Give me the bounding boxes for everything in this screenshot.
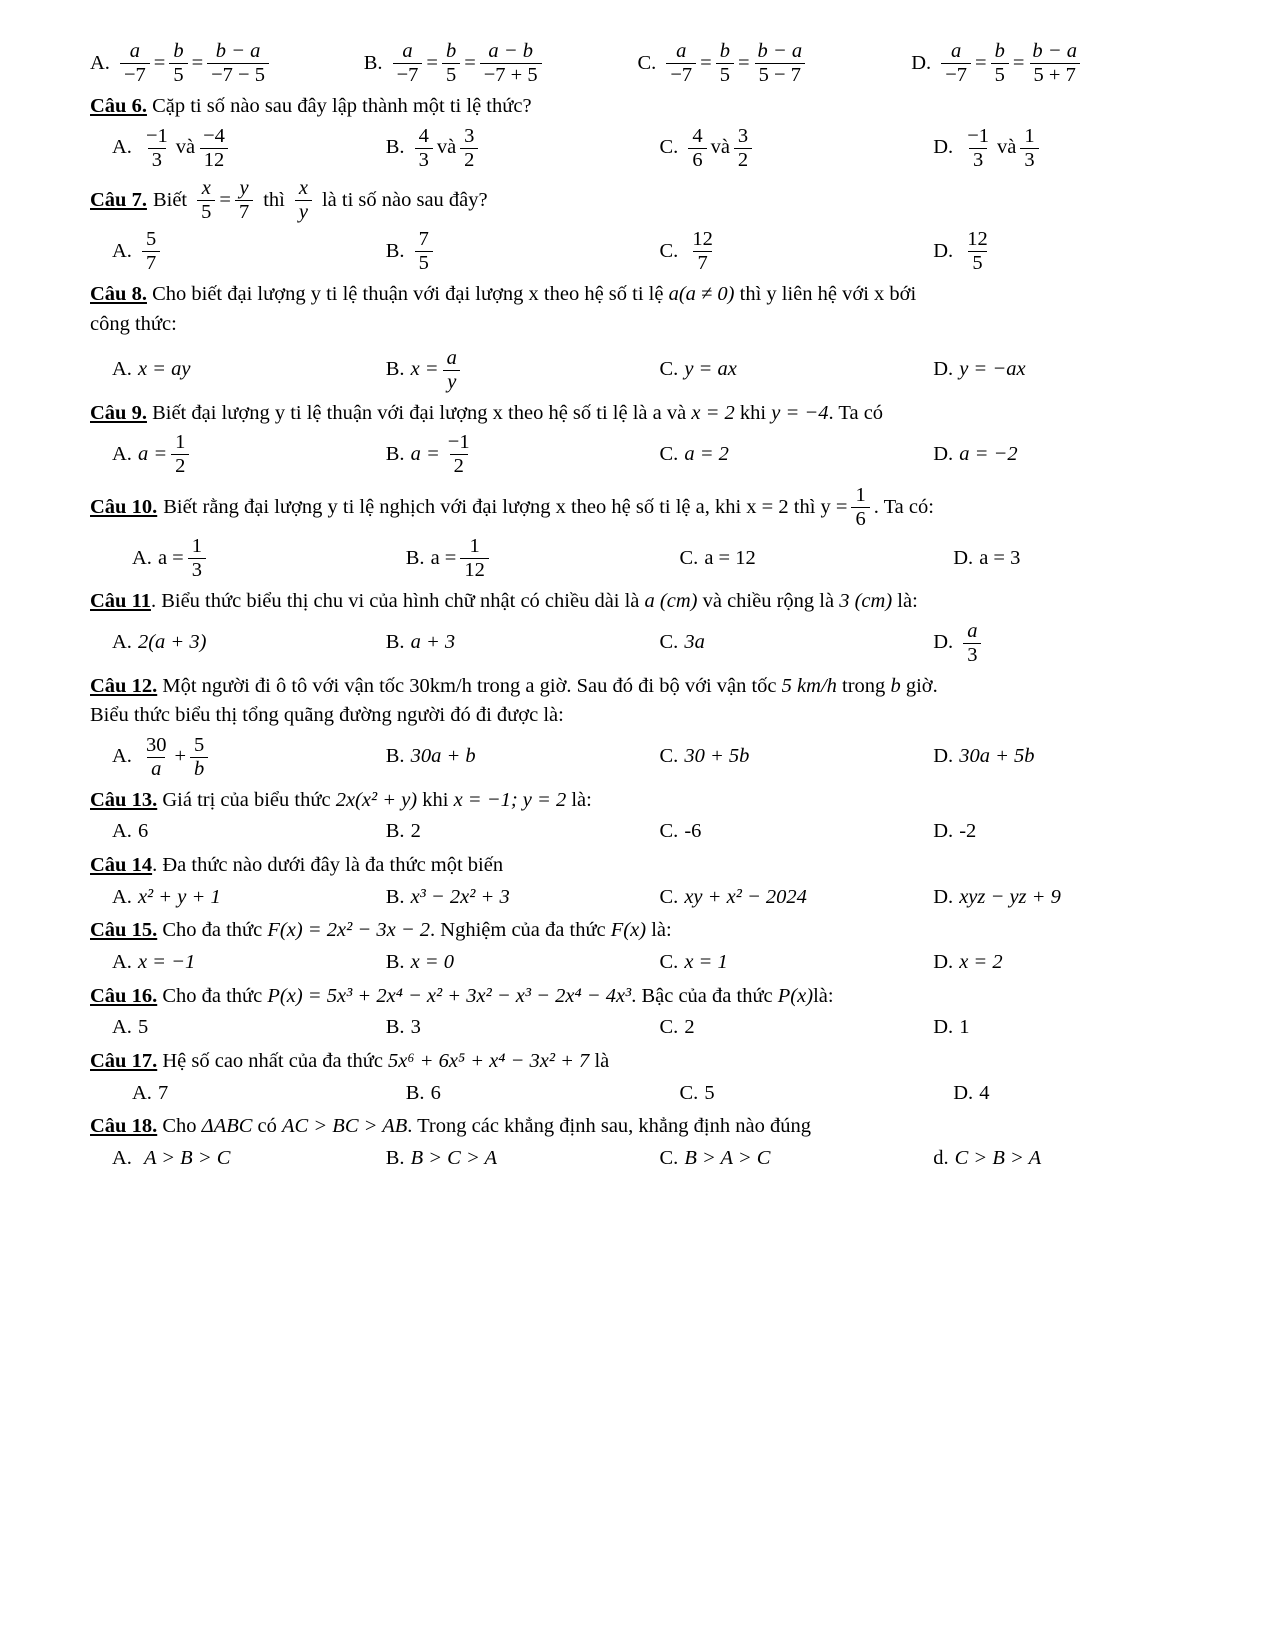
option-label: C. [659, 820, 679, 843]
va-word: và [997, 136, 1017, 159]
question-15-label: Câu 15. [90, 919, 158, 942]
question-11-length: a (cm) [644, 589, 698, 612]
question-8-coefficient: a(a ≠ 0) [668, 283, 735, 306]
question-16-label: Câu 16. [90, 984, 158, 1007]
option-b[interactable] [386, 1145, 660, 1173]
question-12-var-b: b [890, 674, 901, 697]
option-a[interactable] [112, 431, 386, 478]
fraction-value: $\frac{1}{2}$ [171, 431, 189, 478]
question-7-text-2: thì [263, 189, 285, 212]
option-label: D. [933, 358, 954, 381]
question-13-label: Câu 13. [90, 788, 158, 811]
option-label: C. [659, 631, 679, 654]
option-label: A. [112, 1147, 132, 1170]
question-17-polynomial: 5x⁶ + 6x⁵ + x⁴ − 3x² + 7 [388, 1050, 590, 1073]
option-label: B. [385, 951, 405, 974]
question-18-label: Câu 18. [90, 1115, 158, 1138]
option-label: B. [385, 820, 405, 843]
option-expression: a = 12 [704, 546, 756, 569]
fraction-2: $\frac{3}{2}$ [734, 125, 752, 172]
question-9-cond-2: y = −4 [771, 401, 829, 424]
option-expression: C > B > A [954, 1147, 1042, 1170]
question-16-text-1: Cho đa thức [162, 984, 263, 1007]
question-12-text-2: trong [842, 674, 886, 697]
q9-options [90, 431, 1207, 478]
option-expression: x² + y + 1 [137, 885, 221, 908]
question-18-stem [90, 1113, 1185, 1141]
fraction-2: $\frac{-4}{12}$ [199, 125, 229, 172]
option-label: D. [933, 745, 954, 768]
fraction-b2: $\frac{b}{5}$ [442, 40, 460, 87]
option-expression: a = 3 [979, 546, 1021, 569]
option-c[interactable] [660, 884, 934, 912]
question-15-text-2: . Nghiệm của đa thức [430, 919, 606, 942]
question-12-text-1: Một người đi ô tô với vận tốc 30km/h trong a giờ. Sau đó đi bộ với vận tốc [162, 674, 777, 697]
option-value: 6 [137, 820, 149, 843]
option-label: d. [933, 1147, 949, 1170]
question-13-text-1: Giá trị của biểu thức [162, 788, 331, 811]
fraction-d2: $\frac{b}{5}$ [991, 40, 1009, 87]
option-c[interactable] [660, 734, 934, 781]
fraction-y7: $\frac{y}{7}$ [235, 177, 253, 224]
va-word: và [710, 136, 730, 159]
question-8-text-3: công thức: [90, 312, 177, 335]
option-expression: 30a + 5b [959, 745, 1035, 768]
q16-options [90, 1014, 1207, 1042]
question-12-speed-2: 5 km/h [781, 674, 837, 697]
fraction-value: $\frac{1}{3}$ [188, 535, 206, 582]
option-d[interactable] [933, 347, 1207, 394]
option-label: C. [659, 951, 679, 974]
question-9-text-1: Biết đại lượng y ti lệ thuận với đại lượng x theo hệ số ti lệ là a và [152, 401, 687, 424]
option-b[interactable] [406, 1080, 680, 1108]
fraction-a1: $\frac{a}{-7}$ [120, 40, 150, 87]
option-label: C. [679, 546, 699, 569]
option-expression: x = ay [137, 358, 191, 381]
option-label: C. [659, 240, 679, 262]
option-label: B. [385, 358, 405, 381]
option-value: 2 [410, 820, 421, 843]
option-label: B. [385, 1016, 405, 1039]
option-c[interactable] [660, 818, 934, 846]
question-16-text-3: là: [813, 984, 834, 1007]
option-d[interactable] [933, 620, 1207, 667]
question-8-stem [90, 281, 1185, 309]
question-10-stem [90, 484, 1185, 531]
option-label: A. [112, 240, 132, 262]
option-c[interactable] [660, 347, 934, 394]
option-label: B. [385, 631, 405, 654]
question-16-stem [90, 983, 1185, 1011]
question-11-text-1: . Biểu thức biểu thị chu vi của hình chữ nhật có chiều dài là [150, 589, 640, 612]
fraction-d3: $\frac{b - a}{5 + 7}$ [1028, 40, 1081, 87]
question-14-text: . Đa thức nào dưới đây là đa thức một biến [152, 854, 504, 877]
option-label: B. [405, 1081, 425, 1104]
option-d[interactable] [953, 535, 1227, 582]
option-c[interactable] [660, 228, 934, 275]
option-label: D. [933, 442, 954, 465]
option-a[interactable] [112, 818, 386, 846]
question-16-text-2: . Bậc của đa thức [631, 984, 773, 1007]
question-9-cond-1: x = 2 [691, 401, 735, 424]
q18-options [90, 1145, 1207, 1173]
option-label: B. [385, 240, 405, 262]
option-label: D. [933, 240, 954, 262]
option-a[interactable] [112, 347, 386, 394]
q7-options [90, 228, 1207, 275]
fraction-one-sixth: $\frac{1}{6}$ [851, 484, 869, 531]
option-expression: a + 3 [410, 631, 456, 654]
option-label: A. [132, 1081, 152, 1104]
option-a[interactable] [112, 1145, 386, 1173]
question-12-label: Câu 12. [90, 674, 158, 697]
option-c[interactable] [660, 620, 934, 667]
fraction-1: $\frac{-1}{3}$ [967, 124, 989, 171]
option-label: B. [405, 546, 425, 569]
question-17-label: Câu 17. [90, 1050, 158, 1073]
q11-options [90, 620, 1207, 667]
option-value: -2 [959, 820, 977, 843]
fraction-1: $\frac{-1}{3}$ [145, 124, 168, 171]
option-value: 5 [704, 1081, 715, 1104]
option-expression: x = 2 [959, 951, 1003, 974]
option-a[interactable] [132, 1080, 406, 1108]
va-word: và [175, 136, 196, 159]
option-b[interactable] [386, 228, 660, 275]
fraction-2: $\frac{3}{2}$ [460, 125, 478, 172]
fraction-value: $\frac{7}{5}$ [415, 228, 433, 275]
option-expression-prefix: a = [137, 442, 168, 465]
option-d[interactable] [933, 949, 1207, 977]
fraction-1: $\frac{4}{6}$ [688, 125, 706, 172]
option-b[interactable] [386, 818, 660, 846]
option-b[interactable] [406, 535, 680, 582]
option-label: A. [112, 358, 132, 381]
option-label: D. [933, 951, 954, 974]
option-c[interactable] [680, 535, 954, 582]
question-14-stem [90, 852, 1185, 880]
option-expression: xyz − yz + 9 [959, 885, 1061, 908]
option-label: D. [953, 546, 974, 569]
option-expression: 3a [684, 631, 705, 654]
question-11-text-3: là: [897, 589, 918, 612]
question-8-text-2: thì y liên hệ với x bới [739, 283, 917, 306]
question-7-text-1: Biết [152, 189, 188, 212]
option-d[interactable] [933, 125, 1207, 172]
option-label: C. [659, 885, 679, 908]
option-c[interactable]: C. $\frac{a}{-7}$ = $\frac{b}{5}$ = $\frac{b - a}{5 - 7}$ [638, 40, 912, 87]
option-c[interactable] [660, 125, 934, 172]
option-label: D. [933, 1016, 954, 1039]
option-b[interactable] [386, 620, 660, 667]
option-label: D. [933, 885, 954, 908]
option-value: 3 [410, 1016, 421, 1039]
fraction-c2: $\frac{b}{5}$ [716, 40, 734, 87]
fraction-c1: $\frac{a}{-7}$ [666, 40, 696, 87]
fraction-value: $\frac{5}{7}$ [142, 228, 160, 275]
fraction-30-a: $\frac{30}{a}$ [145, 733, 167, 780]
q14-options [90, 884, 1207, 912]
fraction-a2: $\frac{b}{5}$ [169, 40, 187, 87]
question-10-text-2: . Ta có: [873, 495, 934, 518]
question-15-polynomial: F(x) = 2x² − 3x − 2 [267, 919, 431, 942]
option-label: A. [112, 442, 132, 465]
option-a[interactable] [112, 620, 386, 667]
fraction-c3: $\frac{b - a}{5 - 7}$ [754, 40, 807, 87]
option-label: C. [679, 1081, 699, 1104]
option-expression: a = 2 [684, 442, 729, 465]
question-16-polynomial: P(x) = 5x³ + 2x⁴ − x² + 3x² − x³ − 2x⁴ − 4x³ [267, 984, 632, 1007]
fraction-value: $\frac{12}{7}$ [692, 228, 713, 275]
question-13-text-2: khi [422, 788, 449, 811]
option-label: C. [659, 358, 679, 381]
option-label: A. [112, 1016, 132, 1039]
fraction-xy: $\frac{x}{y}$ [295, 177, 312, 224]
option-label: B. [385, 136, 405, 159]
option-label: C. [659, 136, 679, 159]
option-b[interactable] [386, 884, 660, 912]
option-a[interactable] [112, 1014, 386, 1042]
option-label: B. [385, 885, 405, 908]
option-label: C. [659, 1147, 679, 1170]
option-expression: x = 0 [410, 951, 454, 974]
question-13-condition: x = −1; y = 2 [453, 788, 567, 811]
question-18-triangle: ΔABC [201, 1115, 253, 1138]
question-11-stem [90, 588, 1185, 616]
option-label: D. [933, 820, 954, 843]
question-18-text-1: Cho [162, 1115, 197, 1138]
option-b[interactable] [386, 347, 660, 394]
option-value: 6 [430, 1081, 441, 1104]
question-12-text-4: Biểu thức biểu thị tổng quãng đường người đó đi được là: [90, 704, 564, 727]
option-b[interactable] [386, 431, 660, 478]
fraction-a3: $\frac{b - a}{-7 - 5}$ [207, 40, 269, 87]
option-c[interactable] [680, 1080, 954, 1108]
option-d[interactable] [933, 734, 1207, 781]
option-value: 5 [137, 1016, 149, 1039]
option-expression: 2(a + 3) [137, 631, 207, 654]
question-9-label: Câu 9. [90, 401, 147, 424]
option-expression: x³ − 2x² + 3 [410, 885, 510, 908]
option-a[interactable] [132, 535, 406, 582]
option-expression-prefix: a = [410, 442, 440, 465]
option-label: A. [90, 51, 110, 74]
question-14-label: Câu 14 [90, 854, 153, 877]
question-6-text: Cặp ti số nào sau đây lập thành một ti lệ thức? [152, 94, 532, 117]
option-value: 4 [979, 1081, 990, 1104]
fraction-1: $\frac{4}{3}$ [415, 125, 433, 172]
option-expression: y = −ax [959, 358, 1026, 381]
option-label: A. [112, 136, 132, 159]
option-expression-prefix: a = [157, 546, 184, 569]
option-expression: y = ax [684, 358, 737, 381]
option-expression: a = −2 [959, 442, 1018, 465]
question-17-text-1: Hệ số cao nhất của đa thức [162, 1050, 383, 1073]
option-expression: x = −1 [137, 951, 196, 974]
question-10-label: Câu 10. [90, 495, 158, 518]
option-label: D. [911, 51, 932, 74]
option-d[interactable] [933, 818, 1207, 846]
option-expression: A > B > C [143, 1147, 231, 1170]
q12-options [90, 734, 1207, 781]
option-a[interactable] [112, 734, 386, 781]
question-17-text-2: là [594, 1050, 610, 1073]
option-expression: x = 1 [684, 951, 728, 974]
option-label: B. [385, 442, 405, 465]
fraction-5-b: $\frac{5}{b}$ [190, 734, 208, 781]
option-c[interactable] [660, 1145, 934, 1173]
option-label: D. [933, 136, 954, 159]
fraction-value: $\frac{1}{12}$ [460, 535, 489, 582]
question-7-text-3: là ti số nào sau đây? [321, 189, 488, 212]
question-13-expression: 2x(x² + y) [335, 788, 418, 811]
option-label: C. [637, 51, 657, 74]
option-expression: 30a + b [410, 745, 476, 768]
fraction-value: $\frac{12}{5}$ [967, 228, 988, 275]
option-d[interactable]: D. $\frac{a}{-7}$ = $\frac{b}{5}$ = $\frac{b - a}{5 + 7}$ [911, 40, 1185, 87]
question-11-width: 3 (cm) [839, 589, 893, 612]
question-6-stem [90, 93, 1185, 121]
plus-sign: + [174, 745, 186, 768]
question-9-text-2: khi [739, 401, 767, 424]
option-a[interactable] [112, 949, 386, 977]
fraction-2: $\frac{1}{3}$ [1020, 125, 1038, 172]
option-b[interactable] [386, 734, 660, 781]
option-label: C. [659, 1016, 679, 1039]
q15-options [90, 949, 1207, 977]
question-12-text-3: giờ. [905, 674, 938, 697]
option-b[interactable] [386, 1014, 660, 1042]
option-value: 2 [684, 1016, 695, 1039]
question-9-stem [90, 400, 1185, 428]
fraction-value: $\frac{-1}{2}$ [447, 431, 470, 478]
option-expression: B > A > C [684, 1147, 771, 1170]
option-label: A. [112, 885, 132, 908]
option-b[interactable] [386, 949, 660, 977]
fraction-x5: $\frac{x}{5}$ [197, 177, 215, 224]
q5-options [90, 40, 1185, 87]
question-7-stem: Câu 7. Biết $\frac{x}{5}$ = $\frac{y}{7}$ thì $\frac{x}{y}$ là ti số nào sau đây? [90, 177, 488, 224]
va-word: và [436, 136, 457, 159]
question-15-polynomial-short: F(x) [610, 919, 647, 942]
question-18-text-3: . Trong các khẳng định sau, khẳng định nào đúng [407, 1115, 811, 1138]
option-expression: xy + x² − 2024 [684, 885, 807, 908]
option-value: -6 [684, 820, 702, 843]
option-a[interactable] [112, 884, 386, 912]
option-label: B. [385, 1147, 405, 1170]
question-13-text-3: là: [571, 788, 592, 811]
question-17-stem [90, 1048, 1185, 1076]
question-15-text-3: là: [651, 919, 672, 942]
option-a[interactable] [112, 228, 386, 275]
option-label: A. [112, 745, 132, 768]
q17-options [90, 1080, 1227, 1108]
question-18-condition: AC > BC > AB [282, 1115, 408, 1138]
question-6-label: Câu 6. [90, 94, 147, 117]
option-d[interactable] [953, 1080, 1227, 1108]
option-label: B. [363, 51, 383, 74]
option-label: B. [385, 745, 405, 768]
option-a[interactable] [112, 125, 386, 172]
option-label: D. [953, 1081, 974, 1104]
fraction-b1: $\frac{a}{-7}$ [393, 40, 423, 87]
question-11-text-2: và chiều rộng là [702, 589, 835, 612]
question-12-stem [90, 673, 1185, 701]
option-expression: 30 + 5b [684, 745, 750, 768]
question-18-text-2: có [257, 1115, 277, 1138]
q13-options [90, 818, 1207, 846]
option-value: 1 [959, 1016, 970, 1039]
option-expression: B > C > A [410, 1147, 498, 1170]
q8-options [90, 347, 1207, 394]
option-label: D. [933, 631, 954, 654]
option-expression-prefix: a = [430, 546, 457, 569]
question-8-label: Câu 8. [90, 283, 147, 306]
option-label: C. [659, 745, 679, 768]
option-value: 7 [157, 1081, 169, 1104]
question-9-text-3: . Ta có [828, 401, 884, 424]
option-c[interactable] [660, 431, 934, 478]
fraction-d1: $\frac{a}{-7}$ [941, 40, 971, 87]
fraction-a-y: $\frac{a}{y}$ [443, 347, 461, 394]
question-16-polynomial-short: P(x) [777, 984, 814, 1007]
option-b[interactable] [386, 125, 660, 172]
question-8-text-1: Cho biết đại lượng y ti lệ thuận với đại lượng x theo hệ số ti lệ [152, 283, 664, 306]
option-d[interactable] [933, 228, 1207, 275]
option-label: C. [659, 442, 679, 465]
option-d[interactable] [933, 1145, 1207, 1173]
question-13-stem [90, 787, 1185, 815]
q6-options [90, 125, 1207, 172]
question-11-label: Câu 11 [90, 589, 151, 612]
option-label: A. [112, 820, 132, 843]
option-b[interactable]: B. $\frac{a}{-7}$ = $\frac{b}{5}$ = $\frac{a - b}{-7 + 5}$ [364, 40, 638, 87]
option-a[interactable]: A. $\frac{a}{-7}$ = $\frac{b}{5}$ = $\frac{b - a}{-7 - 5}$ [90, 40, 364, 87]
question-7-label: Câu 7. [90, 189, 147, 212]
option-d[interactable] [933, 431, 1207, 478]
option-c[interactable] [660, 949, 934, 977]
question-15-text-1: Cho đa thức [162, 919, 263, 942]
fraction-b3: $\frac{a - b}{-7 + 5}$ [480, 40, 542, 87]
option-c[interactable] [660, 1014, 934, 1042]
option-label: A. [112, 631, 132, 654]
question-10-text-1: Biết rằng đại lượng y ti lệ nghịch với đại lượng x theo hệ số ti lệ a, khi x = 2 thì y = [163, 495, 848, 518]
q10-options [90, 535, 1227, 582]
option-label: A. [112, 951, 132, 974]
fraction-a-3: $\frac{a}{3}$ [963, 620, 981, 667]
option-expression-prefix: x = [410, 358, 439, 381]
question-15-stem [90, 917, 1185, 945]
option-label: A. [132, 546, 152, 569]
option-d[interactable] [933, 1014, 1207, 1042]
option-d[interactable] [933, 884, 1207, 912]
